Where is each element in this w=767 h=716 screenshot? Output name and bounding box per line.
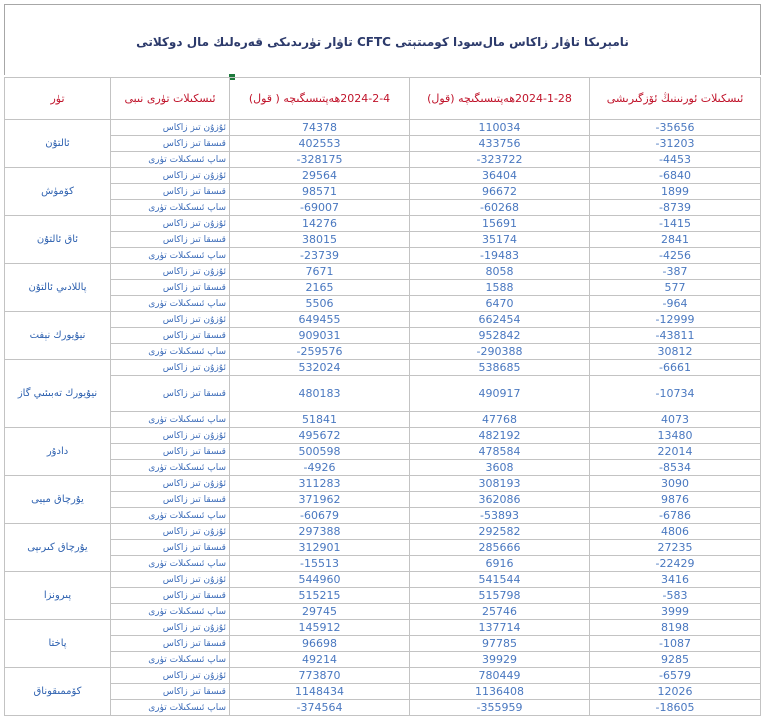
table-row — [5, 684, 761, 700]
value-2024-1-28-cell[interactable]: 97785 — [410, 636, 590, 652]
value-2024-1-28-cell[interactable]: -19483 — [410, 248, 590, 264]
table-row — [5, 572, 761, 588]
position-type-cell[interactable]: قىسقا تىز زاكاس — [111, 232, 230, 248]
table-row — [5, 248, 761, 264]
header-date-2024-2-4: 2024-2-4ھەپتىسىگىچە ( قول) — [230, 78, 410, 120]
table-row — [5, 232, 761, 248]
region-cell[interactable]: يۇرچاق مېيى — [5, 476, 111, 524]
region-cell[interactable]: دادۇر — [5, 428, 111, 476]
table-row — [5, 428, 761, 444]
value-2024-2-4-cell[interactable]: -23739 — [230, 248, 410, 264]
position-type-cell[interactable]: ئۇزۇن تىز زاكاس — [111, 476, 230, 492]
value-2024-2-4-cell[interactable]: 500598 — [230, 444, 410, 460]
table-row — [5, 492, 761, 508]
value-2024-1-28-cell[interactable]: -323722 — [410, 152, 590, 168]
value-2024-2-4-cell[interactable]: 7671 — [230, 264, 410, 280]
table-row — [5, 524, 761, 540]
region-cell[interactable]: يۇرچاق كىرىپى — [5, 524, 111, 572]
change-cell[interactable]: -6786 — [590, 508, 761, 524]
header-change: ئىسكىلات ئورنىنىڭ ئۆزگىرىشى — [590, 78, 761, 120]
change-cell[interactable]: 9876 — [590, 492, 761, 508]
table-row — [5, 136, 761, 152]
value-2024-2-4-cell[interactable]: 1148434 — [230, 684, 410, 700]
position-type-cell[interactable]: قىسقا تىز زاكاس — [111, 684, 230, 700]
change-cell[interactable]: 4806 — [590, 524, 761, 540]
table-row — [5, 540, 761, 556]
position-type-cell[interactable]: ئۇزۇن تىز زاكاس — [111, 120, 230, 136]
table-row — [5, 264, 761, 280]
table-row — [5, 312, 761, 328]
value-2024-1-28-cell[interactable]: 35174 — [410, 232, 590, 248]
region-cell[interactable]: نيۇيورك نېفت — [5, 312, 111, 360]
value-2024-1-28-cell[interactable]: 952842 — [410, 328, 590, 344]
position-type-cell[interactable]: ساپ ئىسكىلات تۈرى — [111, 412, 230, 428]
header-row — [5, 78, 761, 120]
value-2024-2-4-cell[interactable]: 98571 — [230, 184, 410, 200]
value-2024-1-28-cell[interactable]: 362086 — [410, 492, 590, 508]
change-cell[interactable]: -35656 — [590, 120, 761, 136]
region-cell[interactable]: پىرونزا — [5, 572, 111, 620]
value-2024-1-28-cell[interactable]: 308193 — [410, 476, 590, 492]
value-2024-2-4-cell[interactable]: -60679 — [230, 508, 410, 524]
value-2024-2-4-cell[interactable]: 14276 — [230, 216, 410, 232]
value-2024-1-28-cell[interactable]: 8058 — [410, 264, 590, 280]
value-2024-1-28-cell[interactable]: 780449 — [410, 668, 590, 684]
value-2024-1-28-cell[interactable]: 478584 — [410, 444, 590, 460]
position-type-cell[interactable]: قىسقا تىز زاكاس — [111, 540, 230, 556]
position-type-cell[interactable]: قىسقا تىز زاكاس — [111, 280, 230, 296]
table-row — [5, 636, 761, 652]
value-2024-1-28-cell[interactable]: 1136408 — [410, 684, 590, 700]
change-cell[interactable]: -6579 — [590, 668, 761, 684]
value-2024-2-4-cell[interactable]: 402553 — [230, 136, 410, 152]
value-2024-2-4-cell[interactable]: 515215 — [230, 588, 410, 604]
region-cell[interactable]: پاختا — [5, 620, 111, 668]
change-cell[interactable]: -8739 — [590, 200, 761, 216]
value-2024-2-4-cell[interactable]: 145912 — [230, 620, 410, 636]
value-2024-2-4-cell[interactable]: 29564 — [230, 168, 410, 184]
value-2024-1-28-cell[interactable]: 490917 — [410, 376, 590, 412]
position-type-cell[interactable]: ئۇزۇن تىز زاكاس — [111, 168, 230, 184]
region-cell[interactable]: ئالتۇن — [5, 120, 111, 168]
change-cell[interactable]: 30812 — [590, 344, 761, 360]
position-type-cell[interactable]: ئۇزۇن تىز زاكاس — [111, 572, 230, 588]
table-row — [5, 296, 761, 312]
change-cell[interactable]: -1415 — [590, 216, 761, 232]
change-cell[interactable]: -12999 — [590, 312, 761, 328]
table-row — [5, 604, 761, 620]
value-2024-1-28-cell[interactable]: 39929 — [410, 652, 590, 668]
change-cell[interactable]: -964 — [590, 296, 761, 312]
value-2024-2-4-cell[interactable]: 38015 — [230, 232, 410, 248]
table-row — [5, 652, 761, 668]
value-2024-1-28-cell[interactable]: 292582 — [410, 524, 590, 540]
table-row — [5, 556, 761, 572]
change-cell[interactable]: 4073 — [590, 412, 761, 428]
value-2024-1-28-cell[interactable]: 15691 — [410, 216, 590, 232]
change-cell[interactable]: 27235 — [590, 540, 761, 556]
change-cell[interactable]: 3090 — [590, 476, 761, 492]
table-row — [5, 700, 761, 716]
table-row — [5, 152, 761, 168]
table-row — [5, 120, 761, 136]
value-2024-2-4-cell[interactable]: 311283 — [230, 476, 410, 492]
position-type-cell[interactable]: ساپ ئىسكىلات تۈرى — [111, 200, 230, 216]
value-2024-1-28-cell[interactable]: -60268 — [410, 200, 590, 216]
change-cell[interactable]: 1899 — [590, 184, 761, 200]
value-2024-1-28-cell[interactable]: 36404 — [410, 168, 590, 184]
value-2024-1-28-cell[interactable]: 137714 — [410, 620, 590, 636]
report-sheet — [4, 4, 760, 712]
change-cell[interactable]: 3999 — [590, 604, 761, 620]
position-type-cell[interactable]: قىسقا تىز زاكاس — [111, 588, 230, 604]
change-cell[interactable]: 22014 — [590, 444, 761, 460]
value-2024-1-28-cell[interactable]: 538685 — [410, 360, 590, 376]
change-cell[interactable]: -1087 — [590, 636, 761, 652]
table-row — [5, 412, 761, 428]
table-row — [5, 200, 761, 216]
value-2024-1-28-cell[interactable]: 515798 — [410, 588, 590, 604]
change-cell[interactable]: -10734 — [590, 376, 761, 412]
value-2024-1-28-cell[interactable]: 3608 — [410, 460, 590, 476]
region-cell[interactable]: كۆمۈش — [5, 168, 111, 216]
position-type-cell[interactable]: ساپ ئىسكىلات تۈرى — [111, 556, 230, 572]
value-2024-2-4-cell[interactable]: 96698 — [230, 636, 410, 652]
value-2024-2-4-cell[interactable]: 29745 — [230, 604, 410, 620]
table-row — [5, 460, 761, 476]
position-type-cell[interactable]: ئۇزۇن تىز زاكاس — [111, 668, 230, 684]
value-2024-1-28-cell[interactable]: 6470 — [410, 296, 590, 312]
value-2024-2-4-cell[interactable]: -4926 — [230, 460, 410, 476]
change-cell[interactable]: -4453 — [590, 152, 761, 168]
position-type-cell[interactable]: ساپ ئىسكىلات تۈرى — [111, 508, 230, 524]
table-row — [5, 508, 761, 524]
position-type-cell[interactable]: ساپ ئىسكىلات تۈرى — [111, 604, 230, 620]
change-cell[interactable]: -6661 — [590, 360, 761, 376]
position-type-cell[interactable]: ساپ ئىسكىلات تۈرى — [111, 652, 230, 668]
position-type-cell[interactable]: قىسقا تىز زاكاس — [111, 184, 230, 200]
table-row — [5, 344, 761, 360]
table-row — [5, 184, 761, 200]
position-type-cell[interactable]: ساپ ئىسكىلات تۈرى — [111, 700, 230, 716]
value-2024-1-28-cell[interactable]: -290388 — [410, 344, 590, 360]
value-2024-2-4-cell[interactable]: 49214 — [230, 652, 410, 668]
change-cell[interactable]: -31203 — [590, 136, 761, 152]
value-2024-2-4-cell[interactable]: -69007 — [230, 200, 410, 216]
position-type-cell[interactable]: قىسقا تىز زاكاس — [111, 376, 230, 412]
table-row — [5, 360, 761, 376]
title-box — [4, 4, 761, 75]
value-2024-2-4-cell[interactable]: 544960 — [230, 572, 410, 588]
change-cell[interactable]: 3416 — [590, 572, 761, 588]
position-type-cell[interactable]: قىسقا تىز زاكاس — [111, 136, 230, 152]
position-type-cell[interactable]: ئۇزۇن تىز زاكاس — [111, 264, 230, 280]
change-cell[interactable]: -22429 — [590, 556, 761, 572]
position-type-cell[interactable]: ساپ ئىسكىلات تۈرى — [111, 296, 230, 312]
change-cell[interactable]: -18605 — [590, 700, 761, 716]
header-date-2024-1-28: 2024-1-28ھەپتىسىگىچە (قول) — [410, 78, 590, 120]
position-type-cell[interactable]: ئۇزۇن تىز زاكاس — [111, 524, 230, 540]
table-row — [5, 668, 761, 684]
change-cell[interactable]: -6840 — [590, 168, 761, 184]
value-2024-1-28-cell[interactable]: 96672 — [410, 184, 590, 200]
table-row — [5, 328, 761, 344]
value-2024-1-28-cell[interactable]: 25746 — [410, 604, 590, 620]
position-type-cell[interactable]: ساپ ئىسكىلات تۈرى — [111, 248, 230, 264]
value-2024-2-4-cell[interactable]: 480183 — [230, 376, 410, 412]
table-row — [5, 216, 761, 232]
value-2024-2-4-cell[interactable]: 532024 — [230, 360, 410, 376]
value-2024-1-28-cell[interactable]: 433756 — [410, 136, 590, 152]
value-2024-2-4-cell[interactable]: 773870 — [230, 668, 410, 684]
change-cell[interactable]: -8534 — [590, 460, 761, 476]
table-row — [5, 444, 761, 460]
value-2024-1-28-cell[interactable]: -355959 — [410, 700, 590, 716]
region-cell[interactable]: پاللادىي ئالتۇن — [5, 264, 111, 312]
value-2024-1-28-cell[interactable]: 285666 — [410, 540, 590, 556]
value-2024-1-28-cell[interactable]: 662454 — [410, 312, 590, 328]
header-region: تۈر — [5, 78, 111, 120]
table-row — [5, 376, 761, 412]
table-row — [5, 168, 761, 184]
position-type-cell[interactable]: قىسقا تىز زاكاس — [111, 492, 230, 508]
value-2024-1-28-cell[interactable]: 6916 — [410, 556, 590, 572]
change-cell[interactable]: -4256 — [590, 248, 761, 264]
position-type-cell[interactable]: ئۇزۇن تىز زاكاس — [111, 312, 230, 328]
position-type-cell[interactable]: ساپ ئىسكىلات تۈرى — [111, 460, 230, 476]
value-2024-1-28-cell[interactable]: 541544 — [410, 572, 590, 588]
position-type-cell[interactable]: ساپ ئىسكىلات تۈرى — [111, 344, 230, 360]
region-cell[interactable]: ئاق ئالتۇن — [5, 216, 111, 264]
value-2024-2-4-cell[interactable]: -15513 — [230, 556, 410, 572]
change-cell[interactable]: 13480 — [590, 428, 761, 444]
value-2024-2-4-cell[interactable]: -374564 — [230, 700, 410, 716]
position-type-cell[interactable]: ئۇزۇن تىز زاكاس — [111, 360, 230, 376]
value-2024-2-4-cell[interactable]: 495672 — [230, 428, 410, 444]
value-2024-2-4-cell[interactable]: 2165 — [230, 280, 410, 296]
position-type-cell[interactable]: ئۇزۇن تىز زاكاس — [111, 428, 230, 444]
value-2024-2-4-cell[interactable]: 312901 — [230, 540, 410, 556]
change-cell[interactable]: 12026 — [590, 684, 761, 700]
position-type-cell[interactable]: ئۇزۇن تىز زاكاس — [111, 620, 230, 636]
cot-report-table — [4, 77, 761, 716]
position-type-cell[interactable]: ساپ ئىسكىلات تۈرى — [111, 152, 230, 168]
table-row — [5, 280, 761, 296]
value-2024-1-28-cell[interactable]: 1588 — [410, 280, 590, 296]
region-cell[interactable]: كۆممىقوناق — [5, 668, 111, 716]
header-position-type: ئىسكىلات تۈرى نىبى — [111, 78, 230, 120]
value-2024-1-28-cell[interactable]: 482192 — [410, 428, 590, 444]
value-2024-2-4-cell[interactable]: -328175 — [230, 152, 410, 168]
value-2024-2-4-cell[interactable]: 297388 — [230, 524, 410, 540]
value-2024-2-4-cell[interactable]: 371962 — [230, 492, 410, 508]
value-2024-2-4-cell[interactable]: 51841 — [230, 412, 410, 428]
position-type-cell[interactable]: قىسقا تىز زاكاس — [111, 328, 230, 344]
change-cell[interactable]: 2841 — [590, 232, 761, 248]
table-body — [5, 120, 761, 716]
position-type-cell[interactable]: قىسقا تىز زاكاس — [111, 636, 230, 652]
value-2024-1-28-cell[interactable]: 110034 — [410, 120, 590, 136]
change-cell[interactable]: -43811 — [590, 328, 761, 344]
value-2024-2-4-cell[interactable]: 74378 — [230, 120, 410, 136]
position-type-cell[interactable]: قىسقا تىز زاكاس — [111, 444, 230, 460]
table-row — [5, 588, 761, 604]
report-title: نامېرىكا تاۋار زاكاس مال‌سودا كومىتېتى CFTC تاۋار تۈرىدىكى قەرەلىك مال دوكلاتى — [136, 35, 629, 49]
value-2024-2-4-cell[interactable]: 909031 — [230, 328, 410, 344]
change-cell[interactable]: -387 — [590, 264, 761, 280]
value-2024-1-28-cell[interactable]: -53893 — [410, 508, 590, 524]
table-row — [5, 620, 761, 636]
change-cell[interactable]: 8198 — [590, 620, 761, 636]
change-cell[interactable]: -583 — [590, 588, 761, 604]
region-cell[interactable]: نيۇيورك تەبىئىي گاز — [5, 360, 111, 428]
value-2024-2-4-cell[interactable]: 5506 — [230, 296, 410, 312]
value-2024-2-4-cell[interactable]: -259576 — [230, 344, 410, 360]
change-cell[interactable]: 577 — [590, 280, 761, 296]
value-2024-2-4-cell[interactable]: 649455 — [230, 312, 410, 328]
table-row — [5, 476, 761, 492]
position-type-cell[interactable]: ئۇزۇن تىز زاكاس — [111, 216, 230, 232]
change-cell[interactable]: 9285 — [590, 652, 761, 668]
value-2024-1-28-cell[interactable]: 47768 — [410, 412, 590, 428]
